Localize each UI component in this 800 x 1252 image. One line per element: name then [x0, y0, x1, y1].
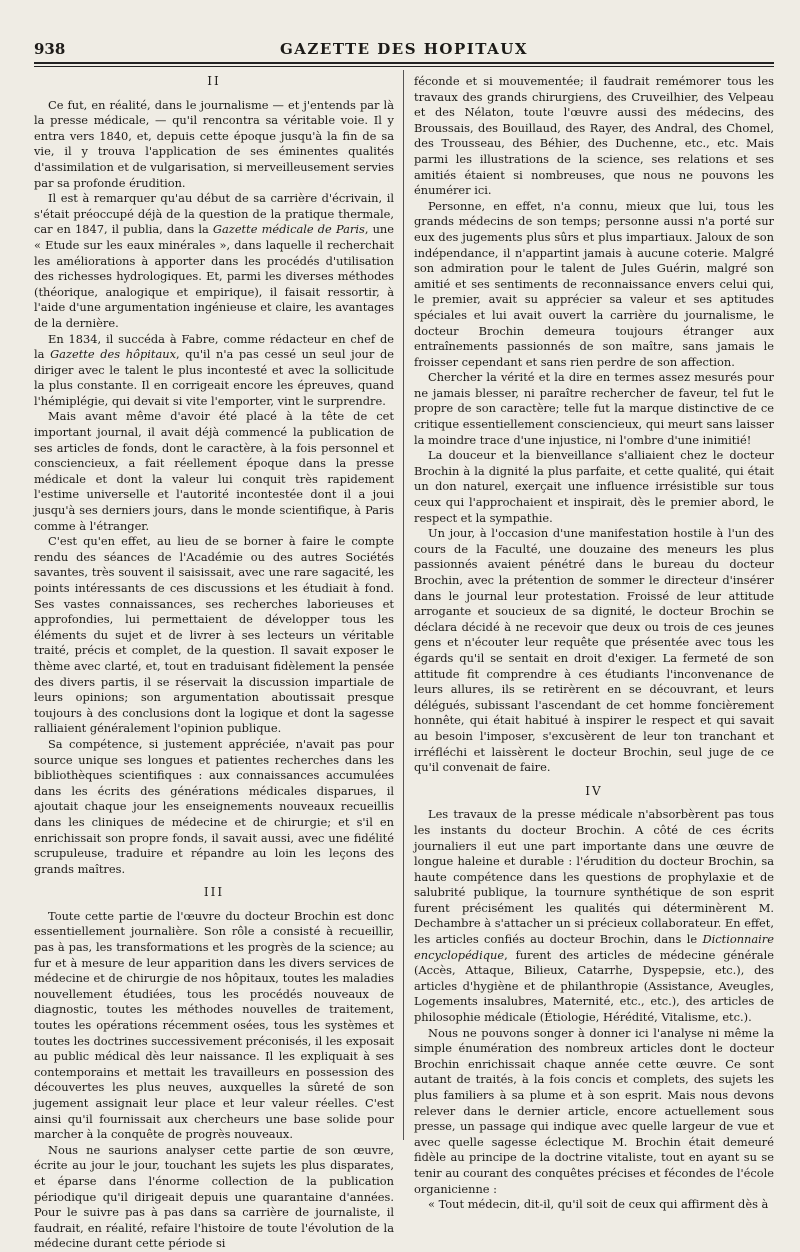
paragraph: Nous ne saurions analyser cette partie de son œuvre, écrite au jour le jour, touchant les sujets les plus disparates, et éparse dans l'énorme collection de la publication périodique qu'il dirigeait depuis une quarantaine d'années. Pour le suivre pas à pas dans sa carrière de journaliste, il faudrait, en réalité, refaire l'histoire de toute l'évolution de la médecine durant cette période si	[34, 1142, 394, 1251]
paragraph: Un jour, à l'occasion d'une manifestation hostile à l'un des cours de la Faculté, une douzaine des meneurs les plus passionnés avaient pénétré dans le bureau du docteur Brochin, avec la prétention de sommer le directeur d'insérer dans le journal leur protestation. Froissé de leur attitude arrogante et soucieux de sa dignité, le docteur Brochin se déclara décidé à ne recevoir que deux ou trois de ces jeunes gens et n'écouter leur requête que présentée avec tous les égards qu'il se sentait en droit d'exiger. La fermeté de son attitude fit comprendre à ces étudiants l'inconvenance de leurs allures, ils se retirèrent en se découvrant, et leurs délégués, subissant l'ascendant de cet homme foncièrement honnête, qui était habitué à inspirer le respect et qui savait au besoin l'imposer, s'excusèrent de leur ton tranchant et irréfléchi et laissèrent le docteur Brochin, seul juge de ce qu'il convenait de faire.	[414, 526, 774, 775]
running-title: GAZETTE DES HOPITAUX	[279, 40, 528, 58]
header-rule-thin	[34, 66, 774, 67]
paragraph: Il est à remarquer qu'au début de sa carrière d'écrivain, il s'était préoccupé déjà de la question de la pratique thermale, car en 1847, il publia, dans la Gazette médicale de Paris, une « Etude sur les eaux minérales », dans laquelle il recherchait les améliorations à apporter dans les procédés d'utilisation des richesses hydrologiques. Et, parmi les diverses méthodes (théorique, analogique et empirique), il faisait ressortir, à l'aide d'une argumentation ingénieuse et claire, les avantages de la dernière.	[34, 191, 395, 330]
section-heading-2: II	[207, 74, 221, 88]
right-column	[414, 74, 774, 1212]
paragraph: La douceur et la bienveillance s'alliaient chez le docteur Brochin à la dignité la plus parfaite, et cette qualité, qui était un don naturel, exerçait une influence irrésistible sur tous ceux qui l'approchaient et inspirait, dès le premier abord, le respect et la sympathie.	[414, 448, 774, 525]
journal-title: Gazette médicale de Paris	[212, 222, 365, 237]
section-heading-4: IV	[585, 783, 603, 798]
left-column	[34, 74, 395, 1251]
paragraph: En 1834, il succéda à Fabre, comme rédacteur en chef de la Gazette des hôpitaux, qu'il n'a pas cessé un seul jour de diriger avec le talent le plus incontesté et avec la sollicitude la plus constante. Il en corrigeait encore les épreuves, quand l'hémiplégie, qui devait si vite l'emporter, vint le surprendre.	[34, 331, 395, 408]
paragraph: Mais avant même d'avoir été placé à la tête de cet important journal, il avait déjà commencé la publication de ses articles de fonds, dont le caractère, à la fois personnel et consciencieux, a fait réellement époque dans la presse médicale et dont la valeur lui conquit très rapidement l'estime universelle et l'autorité incontestée dont il a joui jusqu'à ses derniers jours, dans le monde scientifique, à Paris comme à l'étranger.	[34, 409, 394, 533]
page-number: 938	[34, 40, 66, 58]
paragraph: « Tout médecin, dit-il, qu'il soit de ceux qui affirment dès à	[428, 1197, 769, 1212]
journal-title: Gazette des hôpitaux	[50, 347, 177, 362]
section-heading-3: III	[203, 885, 225, 900]
paragraph: Nous ne pouvons songer à donner ici l'analyse ni même la simple énumération des nombreux articles dont le docteur Brochin enrichissait chaque année cette œuvre. Ce sont autant de traités, à la fois concis et complets, des sujets les plus familiers à sa plume et à son esprit. Mais nous devons relever dans le dernier article, encore actuellement sous presse, un passage qui indique avec quelle largeur de vue et avec quelle sagesse éclectique M. Brochin était demeuré fidèle au principe de la doctrine vitaliste, tout en ayant su se tenir au courant des conquêtes précises et fécondes de l'école organicienne :	[414, 1025, 774, 1196]
column-divider	[403, 70, 404, 1140]
paragraph: Ce fut, en réalité, dans le journalisme — et j'entends par là la presse médicale, — qu'il rencontra sa véritable voie. Il y entra vers 1840, et, depuis cette époque jusqu'à la fin de sa vie, il y trouva l'application de ses éminentes qualités d'assimilation et de vulgarisation, si merveilleusement servies par sa profonde érudition.	[34, 97, 394, 190]
paragraph: Toute cette partie de l'œuvre du docteur Brochin est donc essentiellement journalière. Son rôle a consisté à recueillir, pas à pas, les transformations et les progrès de la science; au fur et à mesure de leur apparition dans les divers services de médecine et de chirurgie de nos hôpitaux, toutes les maladies nouvellement étudiées, tous les procédés nouveaux de diagnostic, toutes les méthodes nouvelles de traitement, toutes les opérations récemment osées, tous les systèmes et toutes les doctrines successivement préconisés, il les exposait au public médical dès leur naissance. Il les expliquait à ses contemporains et mettait les travailleurs en possession des découvertes les plus neuves, auxquelles la sûreté de son jugement assignait leur place et leur valeur réelles. C'est ainsi qu'il fournissait aux chercheurs une base solide pour marcher à la conquête de progrès nouveaux.	[34, 908, 394, 1142]
page-header	[34, 38, 774, 60]
header-rule	[34, 62, 774, 64]
dictionary-title: Dictionnaire encyclopédique	[414, 932, 774, 962]
paragraph: Sa compétence, si justement appréciée, n'avait pas pour source unique ses longues et patientes recherches dans les bibliothèques scientifiques : aux connaissances accumulées dans les écrits des générations médicales disparues, il ajoutait chaque jour les enseignements nouveaux recueillis dans les cliniques de médecine et de chirurgie; et s'il en enrichissait son propre fonds, il savait aussi, avec une fidélité scrupuleuse, traduire et répandre au loin les leçons des grands maîtres.	[34, 736, 394, 876]
paragraph: C'est qu'en effet, au lieu de se borner à faire le compte rendu des séances de l'Académie ou des autres Sociétés savantes, très souvent il saisissait, avec une rare sagacité, les points intéressants de ces discussions et les étudiait à fond. Ses vastes connaissances, ses recherches laborieuses et approfondies, lui permettaient de développer tous les éléments du sujet et de livrer à ses lecteurs un véritable traité, précis et complet, de la question. Il savait exposer le thème avec clarté, et, tout en traduisant fidèlement la pensée des divers partis, il se réservait la discussion impartiale de leurs opinions; son argumentation aboutissait presque toujours à des conclusions dont la logique et dont la sagesse ralliaient généralement l'opinion publique.	[34, 534, 394, 736]
paragraph: féconde et si mouvementée; il faudrait remémorer tous les travaux des grands chirurgiens, des Cruveilhier, des Velpeau et des Nélaton, toute l'œuvre aussi des médecins, des Broussais, des Bouillaud, des Rayer, des Andral, des Chomel, des Trousseau, des Béhier, des Duchenne, etc., etc. Mais parmi les illustrations de la science, ses relations et ses amitiés étaient si nombreuses, que nous ne pouvons les énumérer ici.	[414, 74, 774, 198]
paragraph: Chercher la vérité et la dire en termes assez mesurés pour ne jamais blesser, ni paraître rechercher de faveur, tel fut le propre de son caractère; telle fut la marque distinctive de ce critique essentiellement consciencieux, qui meurt sans laisser la moindre trace d'une injustice, ni l'ombre d'une inimitié!	[414, 370, 774, 447]
paragraph: Personne, en effet, n'a connu, mieux que lui, tous les grands médecins de son temps; personne aussi n'a porté sur eux des jugements plus sûrs et plus impartiaux. Jaloux de son indépendance, il n'appartint jamais à aucune coterie. Malgré son admiration pour le talent de Jules Guérin, malgré son amitié et ses sentiments de reconnaissance envers celui qui, le premier, avait su apprécier sa valeur et ses aptitudes spéciales et lui avait ouvert la carrière du journalisme, le docteur Brochin demeura toujours étranger aux entraînements passionnés de son maître, sans jamais le froisser cependant et sans rien perdre de son affection.	[414, 198, 774, 369]
paragraph: Les travaux de la presse médicale n'absorbèrent pas tous les instants du docteur Brochin. A côté de ces écrits journaliers il eut une part importante dans une œuvre de longue haleine et durable : l'érudition du docteur Brochin, sa haute compétence dans les questions de prophylaxie et de salubrité publique, la tournure synthétique de son esprit furent précisément les qualités qui déterminèrent M. Dechambre à s'attacher un si précieux collaborateur. En effet, les articles confiés au docteur Brochin, dans le Dictionnaire encyclopédique, furent des articles de médecine générale (Accès, Attaque, Bilieux, Catarrhe, Dyspepsie, etc.), des articles d'hygiène et de philanthropie (Assistance, Aveugles, Logements insalubres, Maternité, etc., etc.), des articles de philosophie médicale (Étiologie, Hérédité, Vitalisme, etc.).	[414, 807, 774, 1025]
